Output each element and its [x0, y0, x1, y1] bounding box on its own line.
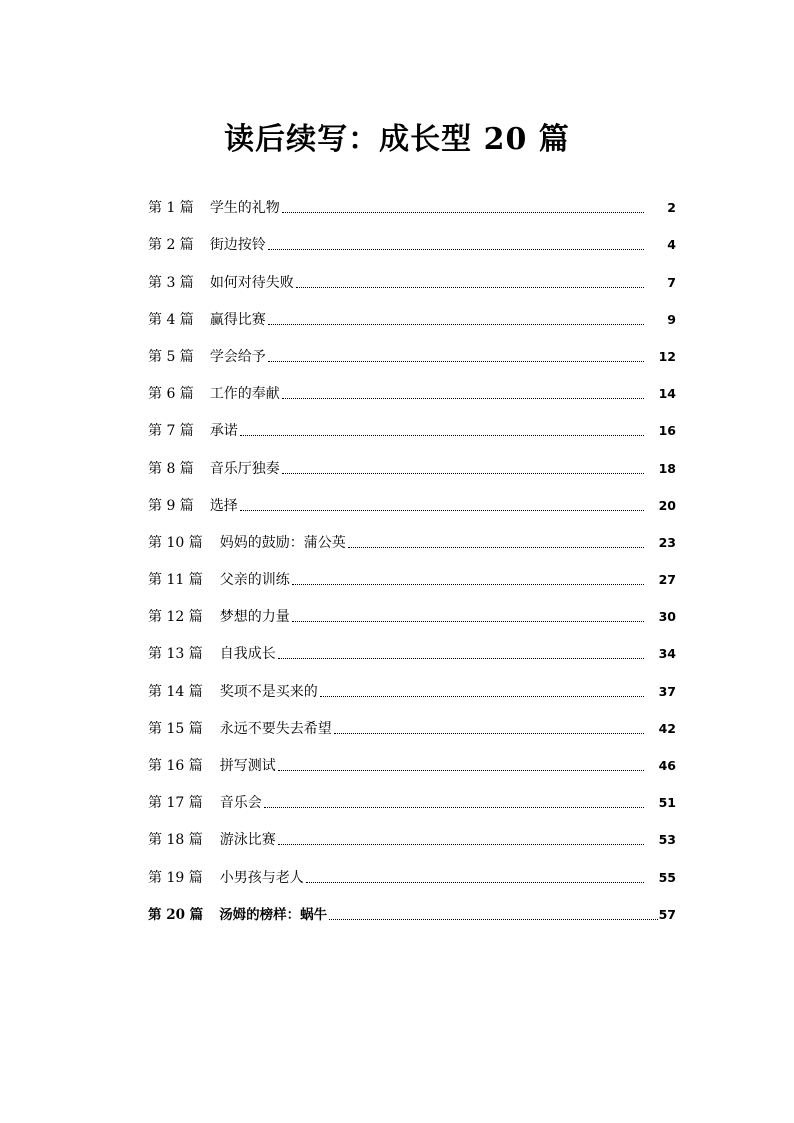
toc-entry-page: 2: [667, 200, 676, 216]
toc-entry-1[interactable]: [148, 184, 676, 221]
toc-entry-5[interactable]: [148, 333, 676, 370]
toc-entry-page: 20: [658, 497, 676, 513]
toc-entry-page: 7: [667, 274, 676, 290]
toc-entry-12[interactable]: [148, 593, 676, 630]
toc-entry-6[interactable]: [148, 370, 676, 407]
toc-entry-number: 第 18 篇: [148, 832, 203, 849]
toc-entry-page: 16: [658, 423, 676, 439]
toc-entry-page: 42: [658, 720, 676, 736]
toc-leader-dots: [292, 583, 644, 585]
toc-entry-13[interactable]: [148, 630, 676, 667]
toc-leader-dots: [334, 732, 644, 734]
toc-entry-title: 音乐会: [219, 795, 262, 812]
toc-entry-page: 23: [658, 534, 676, 550]
toc-entry-2[interactable]: [148, 221, 676, 258]
toc-entry-number: 第 7 篇: [148, 423, 194, 440]
toc-entry-17[interactable]: [148, 779, 676, 816]
toc-leader-dots: [320, 695, 644, 697]
toc-entry-title: 选择: [209, 497, 238, 514]
toc-entry-title: 如何对待失败: [209, 274, 294, 291]
toc-entry-title: 学会给予: [209, 348, 266, 365]
toc-entry-number: 第 8 篇: [148, 460, 194, 477]
toc-entry-title: 小男孩与老人: [219, 869, 304, 886]
toc-leader-dots: [282, 397, 644, 399]
toc-entry-page: 37: [658, 683, 676, 699]
toc-entry-title: 梦想的力量: [219, 609, 290, 626]
toc-entry-title: 汤姆的榜样：蜗牛: [219, 906, 328, 923]
toc-entry-title: 永远不要失去希望: [219, 720, 332, 737]
toc-entry-number: 第 6 篇: [148, 386, 194, 403]
toc-leader-dots: [278, 769, 644, 771]
toc-entry-number: 第 12 篇: [148, 609, 203, 626]
toc-entry-title: 工作的奉献: [209, 386, 280, 403]
toc-entry-page: 27: [658, 572, 676, 588]
toc-entry-number: 第 1 篇: [148, 200, 194, 217]
toc-entry-18[interactable]: [148, 816, 676, 853]
toc-entry-title: 游泳比赛: [219, 832, 276, 849]
table-of-contents: [148, 184, 676, 928]
toc-leader-dots: [306, 881, 644, 883]
toc-entry-page: 9: [667, 311, 676, 327]
toc-entry-title: 街边按铃: [209, 237, 266, 254]
toc-entry-number: 第 11 篇: [148, 572, 203, 589]
toc-entry-number: 第 20 篇: [148, 906, 204, 923]
toc-entry-title: 奖项不是买来的: [219, 683, 318, 700]
toc-entry-page: 34: [658, 646, 676, 662]
toc-leader-dots: [329, 918, 658, 920]
toc-entry-number: 第 15 篇: [148, 720, 203, 737]
toc-leader-dots: [268, 248, 644, 250]
toc-entry-page: 51: [658, 795, 676, 811]
toc-entry-16[interactable]: [148, 742, 676, 779]
toc-entry-number: 第 3 篇: [148, 274, 194, 291]
toc-entry-number: 第 13 篇: [148, 646, 203, 663]
toc-entry-20[interactable]: [148, 891, 676, 928]
toc-entry-page: 46: [658, 758, 676, 773]
toc-entry-8[interactable]: [148, 444, 676, 481]
toc-leader-dots: [296, 286, 644, 288]
toc-entry-11[interactable]: [148, 556, 676, 593]
toc-entry-4[interactable]: [148, 296, 676, 333]
document-title: 读后续写：成长型 20 篇: [224, 122, 570, 157]
toc-entry-9[interactable]: [148, 482, 676, 519]
toc-leader-dots: [282, 211, 644, 213]
toc-entry-page: 4: [667, 237, 676, 253]
toc-entry-3[interactable]: [148, 258, 676, 295]
toc-leader-dots: [240, 509, 644, 511]
toc-leader-dots: [278, 657, 644, 659]
toc-entry-page: 14: [658, 386, 676, 402]
toc-entry-page: 12: [658, 348, 676, 364]
toc-leader-dots: [264, 806, 644, 808]
toc-leader-dots: [348, 546, 644, 548]
toc-leader-dots: [240, 434, 644, 436]
toc-entry-10[interactable]: [148, 519, 676, 556]
toc-entry-number: 第 10 篇: [148, 534, 203, 551]
toc-entry-15[interactable]: [148, 705, 676, 742]
toc-entry-number: 第 19 篇: [148, 869, 203, 886]
toc-entry-title: 父亲的训练: [219, 572, 290, 589]
toc-entry-page: 30: [658, 609, 676, 625]
toc-entry-number: 第 16 篇: [148, 758, 203, 774]
toc-entry-number: 第 2 篇: [148, 237, 194, 254]
toc-entry-19[interactable]: [148, 853, 676, 890]
toc-entry-title: 音乐厅独奏: [209, 460, 280, 477]
toc-entry-page: 57: [658, 906, 676, 922]
toc-entry-number: 第 5 篇: [148, 348, 194, 365]
toc-entry-number: 第 14 篇: [148, 683, 203, 700]
toc-entry-number: 第 17 篇: [148, 795, 203, 812]
toc-entry-number: 第 4 篇: [148, 311, 194, 328]
toc-entry-14[interactable]: [148, 667, 676, 704]
toc-entry-number: 第 9 篇: [148, 497, 194, 514]
toc-entry-title: 承诺: [209, 423, 238, 440]
toc-entry-page: 55: [658, 869, 676, 885]
toc-entry-page: 53: [658, 832, 676, 848]
toc-entry-title: 赢得比赛: [209, 311, 266, 328]
toc-entry-page: 18: [658, 460, 676, 476]
toc-entry-title: 拼写测试: [219, 758, 276, 774]
toc-leader-dots: [268, 360, 644, 362]
toc-entry-title: 妈妈的鼓励：蒲公英: [219, 534, 346, 551]
toc-leader-dots: [278, 843, 644, 845]
toc-entry-title: 学生的礼物: [209, 200, 280, 217]
toc-leader-dots: [268, 323, 644, 325]
toc-leader-dots: [282, 472, 644, 474]
toc-entry-title: 自我成长: [219, 646, 276, 663]
toc-leader-dots: [292, 620, 644, 622]
toc-entry-7[interactable]: [148, 407, 676, 444]
